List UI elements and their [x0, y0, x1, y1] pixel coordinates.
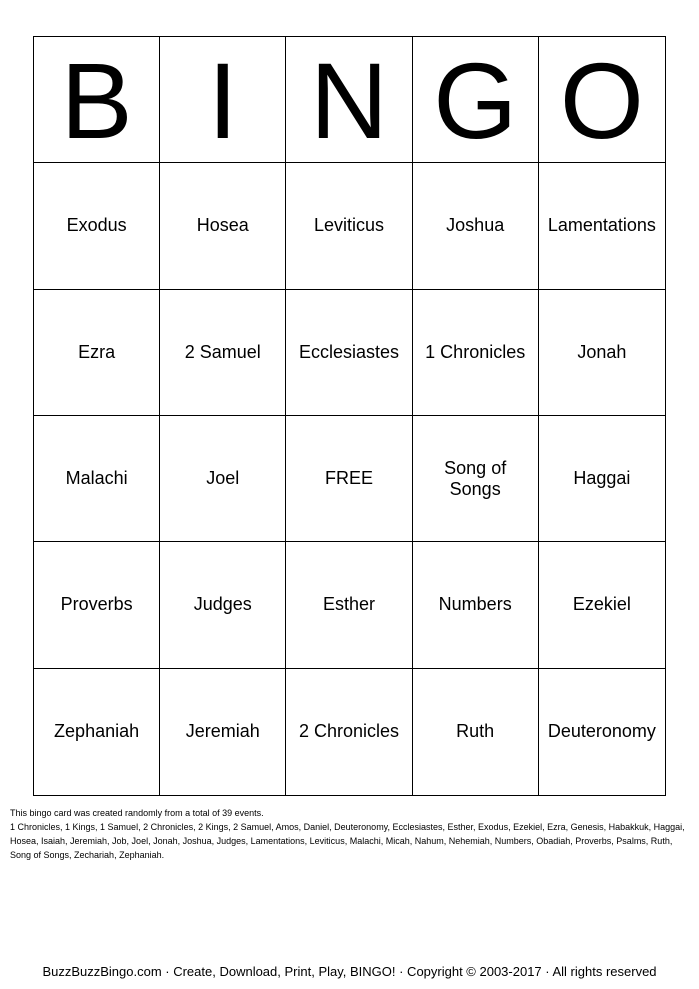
cell-label: Song of Songs: [444, 457, 507, 499]
bingo-cell: [413, 416, 539, 542]
cell-label: Ecclesiastes: [298, 341, 400, 362]
cell-label: Zephaniah: [54, 721, 140, 742]
cell-label: Joel: [206, 468, 240, 489]
bingo-cell: [34, 163, 160, 289]
cell-label: Numbers: [438, 594, 512, 615]
header-letter-g: G: [413, 37, 539, 163]
bingo-cell: [539, 542, 665, 668]
bingo-cell: [160, 290, 286, 416]
cell-label: FREE: [324, 468, 373, 489]
bingo-cell: [286, 290, 412, 416]
header-letter-o: O: [539, 37, 665, 163]
cell-label: Ezekiel: [572, 594, 631, 615]
cell-label: Esther: [322, 594, 375, 615]
cell-label: Ruth: [456, 721, 495, 742]
cell-label: Proverbs: [60, 594, 133, 615]
bingo-cell: [539, 669, 665, 795]
cell-label: 2 Samuel: [184, 341, 261, 362]
cell-label: Hosea: [196, 215, 249, 236]
cell-label: Deuteronomy: [547, 721, 656, 742]
bingo-cell: [413, 669, 539, 795]
cell-label: 2 Chronicles: [298, 721, 400, 742]
card-info: [10, 806, 692, 862]
copyright-footer: BuzzBuzzBingo.com · Create, Download, Print, Play, BINGO! · Copyright © 2003-2017 · All rights reserved: [42, 964, 657, 979]
cell-label: Haggai: [573, 468, 631, 489]
cell-label: 1 Chronicles: [425, 341, 526, 362]
bingo-cell: [34, 416, 160, 542]
bingo-cell: [286, 542, 412, 668]
bingo-cell: [160, 416, 286, 542]
card-description: This bingo card was created randomly from a total of 39 events.: [10, 808, 264, 818]
cell-label: Jeremiah: [185, 721, 260, 742]
bingo-cell: [286, 669, 412, 795]
cell-label: Jonah: [577, 341, 627, 362]
bingo-cell: [539, 416, 665, 542]
header-letter-n: N: [286, 37, 412, 163]
bingo-cell: [539, 290, 665, 416]
cell-label: Exodus: [66, 215, 127, 236]
bingo-cell: [160, 542, 286, 668]
bingo-card: [33, 36, 666, 796]
bingo-cell: [413, 542, 539, 668]
bingo-cell: [34, 542, 160, 668]
bingo-cell: [160, 669, 286, 795]
header-letter-i: I: [160, 37, 286, 163]
bingo-cell: [34, 669, 160, 795]
free-space-cell: [286, 416, 412, 542]
cell-label: Malachi: [65, 468, 128, 489]
bingo-cell: [539, 163, 665, 289]
cell-label: Judges: [193, 594, 252, 615]
bingo-cell: [413, 290, 539, 416]
bingo-cell: [34, 290, 160, 416]
cell-label: Ezra: [78, 341, 116, 362]
header-letter-b: B: [34, 37, 160, 163]
cell-label: Leviticus: [313, 215, 384, 236]
cell-label: Lamentations: [547, 215, 656, 236]
bingo-cell: [160, 163, 286, 289]
bingo-cell: [286, 163, 412, 289]
bingo-cell: [413, 163, 539, 289]
events-list: 1 Chronicles, 1 Kings, 1 Samuel, 2 Chronicles, 2 Kings, 2 Samuel, Amos, Daniel, Deuteronomy, Ecclesiastes, Esther, Exodus, Ezekiel, Ezra, Genesis, Habakkuk, Haggai, Hosea, Isaiah, Jeremiah, Job, Joel, Jonah, Joshua, Judges, Lamentations, Leviticus, Malachi, Micah, Nahum, Nehemiah, Numbers, Obadiah, Proverbs, Psalms, Ruth, Song of Songs, Zechariah, Zephaniah.: [10, 822, 685, 860]
cell-label: Joshua: [446, 215, 505, 236]
